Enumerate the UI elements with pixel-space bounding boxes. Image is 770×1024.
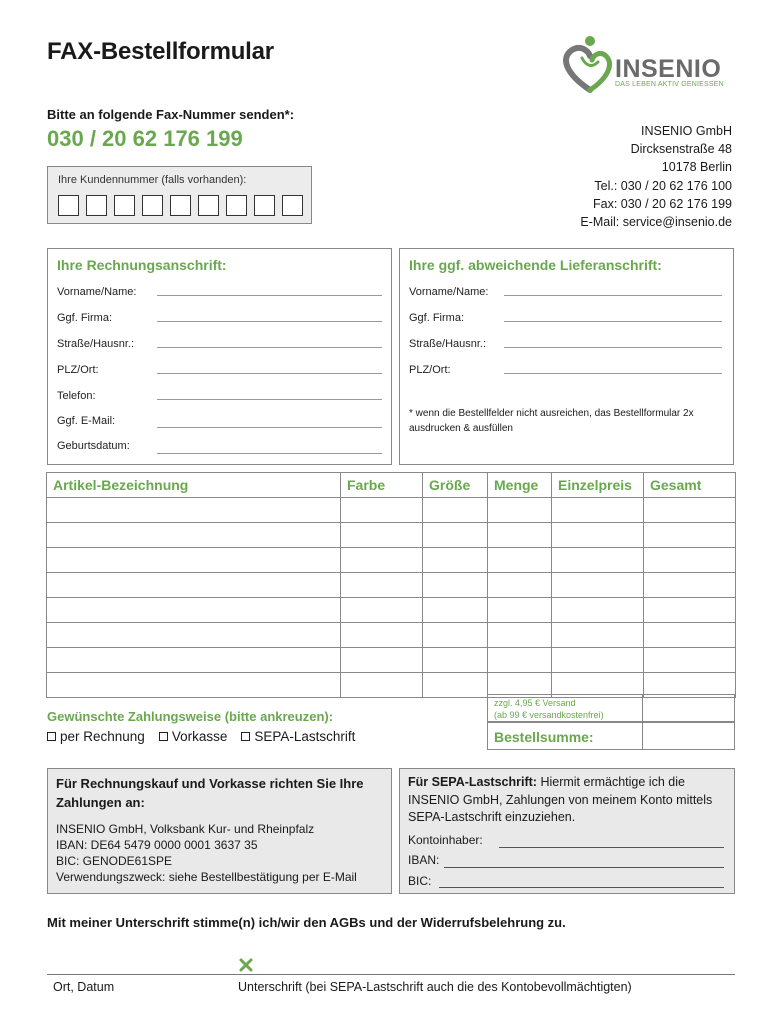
cell-quantity[interactable] — [488, 523, 552, 548]
company-street: Dircksenstraße 48 — [630, 142, 732, 157]
cell-color[interactable] — [341, 673, 423, 698]
sepa-field-iban: IBAN: — [408, 853, 440, 867]
checkbox-icon[interactable] — [241, 732, 250, 741]
payment-option-invoice[interactable] — [47, 729, 145, 744]
fax-label: Bitte an folgende Fax-Nummer senden*: — [47, 107, 295, 122]
billing-field-email: Ggf. E-Mail: — [57, 415, 116, 427]
company-city: 10178 Berlin — [661, 160, 732, 175]
billing-field-zip: PLZ/Ort: — [57, 364, 99, 376]
cell-size[interactable] — [423, 523, 488, 548]
payment-option-sepa[interactable] — [241, 729, 355, 744]
customer-number-digit-box[interactable] — [226, 195, 247, 216]
bank-iban: IBAN: DE64 5479 0000 0001 3637 35 — [56, 838, 258, 852]
customer-number-digit-box[interactable] — [86, 195, 107, 216]
cell-color[interactable] — [341, 648, 423, 673]
cell-quantity[interactable] — [488, 623, 552, 648]
place-date-label: Ort, Datum — [53, 980, 115, 994]
shipping-address-panel — [399, 248, 734, 465]
order-sum-divider[interactable] — [642, 723, 643, 749]
cell-article[interactable] — [47, 573, 341, 598]
cell-size[interactable] — [423, 548, 488, 573]
shipping-field-name: Vorname/Name: — [409, 286, 489, 298]
sepa-bic-input[interactable] — [439, 887, 724, 888]
billing-phone-input[interactable] — [157, 399, 382, 400]
cell-size[interactable] — [423, 623, 488, 648]
billing-field-birthdate: Geburtsdatum: — [57, 440, 130, 452]
sepa-field-holder: Kontoinhaber: — [408, 833, 483, 847]
x-mark-icon — [238, 957, 254, 973]
cell-color[interactable] — [341, 598, 423, 623]
shipping-cost-line-1: zzgl. 4,95 € Versand — [494, 698, 576, 708]
table-row — [47, 648, 736, 673]
cell-color[interactable] — [341, 548, 423, 573]
column-header-unit-price: Einzelpreis — [552, 473, 644, 498]
cell-total[interactable] — [644, 623, 736, 648]
cell-total[interactable] — [644, 648, 736, 673]
company-name: INSENIO GmbH — [641, 124, 732, 138]
cell-quantity[interactable] — [488, 573, 552, 598]
cell-article[interactable] — [47, 598, 341, 623]
payment-option-sepa-label: SEPA-Lastschrift — [254, 729, 356, 744]
sepa-panel — [399, 768, 735, 894]
order-sum-label: Bestellsumme: — [494, 729, 594, 745]
company-address — [580, 122, 732, 231]
cell-color[interactable] — [341, 498, 423, 523]
customer-number-digit-box[interactable] — [114, 195, 135, 216]
company-phone: Tel.: 030 / 20 62 176 100 — [594, 178, 732, 193]
cell-unit-price[interactable] — [552, 498, 644, 523]
shipping-cost-row — [487, 694, 735, 722]
shipping-company-input[interactable] — [504, 321, 722, 322]
column-header-color: Farbe — [341, 473, 423, 498]
customer-number-digit-box[interactable] — [58, 195, 79, 216]
customer-number-digit-box[interactable] — [142, 195, 163, 216]
billing-birthdate-input[interactable] — [157, 453, 382, 454]
table-row — [47, 573, 736, 598]
cell-quantity[interactable] — [488, 498, 552, 523]
checkbox-icon[interactable] — [159, 732, 168, 741]
shipping-zip-input[interactable] — [504, 373, 722, 374]
customer-number-digit-box[interactable] — [170, 195, 191, 216]
column-header-size: Größe — [423, 473, 488, 498]
sepa-description: Hiermit ermächtige ich die INSENIO GmbH, Zahlungen von meinem Konto mittels SEPA-Lastschrift einzuziehen. — [408, 775, 713, 824]
cell-article[interactable] — [47, 673, 341, 698]
cell-total[interactable] — [644, 548, 736, 573]
page-title: FAX-Bestellformular — [47, 38, 274, 65]
cell-total[interactable] — [644, 598, 736, 623]
table-row — [47, 548, 736, 573]
shipping-title: Ihre ggf. abweichende Lieferanschrift: — [409, 257, 662, 273]
cell-total[interactable] — [644, 573, 736, 598]
sepa-field-bic: BIC: — [408, 874, 432, 888]
signature-line[interactable] — [47, 974, 735, 975]
billing-field-name: Vorname/Name: — [57, 286, 137, 298]
cell-article[interactable] — [47, 623, 341, 648]
billing-field-company: Ggf. Firma: — [57, 312, 113, 324]
shipping-note: * wenn die Bestellfelder nicht ausreichen, das Bestellformular 2x ausdrucken & ausfüllen — [409, 408, 694, 434]
cell-size[interactable] — [423, 498, 488, 523]
sepa-mandate-text — [408, 774, 733, 827]
bank-reference: Verwendungszweck: siehe Bestellbestätigung per E-Mail — [56, 870, 357, 884]
shipping-field-zip: PLZ/Ort: — [409, 364, 451, 376]
cell-unit-price[interactable] — [552, 598, 644, 623]
company-email: E-Mail: service@insenio.de — [580, 215, 732, 230]
shipping-cost-label — [494, 697, 604, 721]
payment-option-prepayment-label: Vorkasse — [171, 729, 228, 744]
table-header-row — [47, 473, 736, 498]
cell-unit-price[interactable] — [552, 623, 644, 648]
customer-number-digit-box[interactable] — [198, 195, 219, 216]
customer-number-digit-box[interactable] — [254, 195, 275, 216]
cell-article[interactable] — [47, 548, 341, 573]
fax-number: 030 / 20 62 176 199 — [47, 126, 243, 151]
order-sum-row — [487, 722, 735, 750]
billing-address-panel — [47, 248, 392, 465]
bank-details-title: Für Rechnungskauf und Vorkasse richten Sie Ihre Zahlungen an: — [56, 776, 364, 810]
logo-head-icon — [585, 36, 595, 46]
sepa-title: Für SEPA-Lastschrift: — [408, 775, 537, 789]
shipping-name-input[interactable] — [504, 295, 722, 296]
billing-street-input[interactable] — [157, 347, 382, 348]
cell-quantity[interactable] — [488, 648, 552, 673]
company-fax: Fax: 030 / 20 62 176 199 — [593, 196, 732, 211]
payment-option-prepayment[interactable] — [159, 729, 228, 744]
bank-name: INSENIO GmbH, Volksbank Kur- und Rheinpfalz — [56, 822, 315, 836]
customer-number-label: Ihre Kundennummer (falls vorhanden): — [58, 174, 247, 186]
billing-name-input[interactable] — [157, 295, 382, 296]
payment-option-invoice-label: per Rechnung — [60, 729, 145, 744]
cell-color[interactable] — [341, 573, 423, 598]
sepa-holder-input[interactable] — [499, 847, 724, 848]
billing-zip-input[interactable] — [157, 373, 382, 374]
customer-number-digits — [58, 195, 303, 216]
billing-company-input[interactable] — [157, 321, 382, 322]
sepa-iban-input[interactable] — [444, 867, 724, 868]
consent-text: Mit meiner Unterschrift stimme(n) ich/wir den AGBs und der Widerrufsbelehrung zu. — [47, 915, 566, 930]
bank-bic: BIC: GENODE61SPE — [56, 854, 173, 868]
cell-color[interactable] — [341, 623, 423, 648]
cell-quantity[interactable] — [488, 598, 552, 623]
column-header-quantity: Menge — [488, 473, 552, 498]
cell-color[interactable] — [341, 523, 423, 548]
shipping-field-street: Straße/Hausnr.: — [409, 338, 487, 350]
bank-details-panel — [47, 768, 392, 894]
column-header-total: Gesamt — [644, 473, 736, 498]
billing-field-phone: Telefon: — [57, 390, 96, 402]
payment-method-title: Gewünschte Zahlungsweise (bitte ankreuzen): — [47, 709, 334, 724]
shipping-street-input[interactable] — [504, 347, 722, 348]
table-row — [47, 523, 736, 548]
cell-total[interactable] — [644, 498, 736, 523]
order-items-body — [47, 498, 736, 698]
payment-options — [47, 729, 355, 744]
shipping-cost-line-2: (ab 99 € versandkostenfrei) — [494, 710, 604, 720]
cell-unit-price[interactable] — [552, 548, 644, 573]
cell-size[interactable] — [423, 673, 488, 698]
cell-size[interactable] — [423, 598, 488, 623]
cell-unit-price[interactable] — [552, 648, 644, 673]
table-row — [47, 498, 736, 523]
table-row — [47, 598, 736, 623]
cell-total[interactable] — [644, 523, 736, 548]
column-header-article: Artikel-Bezeichnung — [47, 473, 341, 498]
cell-unit-price[interactable] — [552, 573, 644, 598]
cell-article[interactable] — [47, 523, 341, 548]
shipping-field-company: Ggf. Firma: — [409, 312, 465, 324]
billing-title: Ihre Rechnungsanschrift: — [57, 257, 227, 273]
cell-unit-price[interactable] — [552, 523, 644, 548]
logo-tagline: DAS LEBEN AKTIV GENIESSEN — [615, 81, 724, 88]
order-items-table — [46, 472, 736, 698]
billing-field-street: Straße/Hausnr.: — [57, 338, 135, 350]
signature-label: Unterschrift (bei SEPA-Lastschrift auch die des Kontobevollmächtigten) — [238, 980, 632, 994]
customer-number-box — [47, 166, 312, 224]
cell-article[interactable] — [47, 648, 341, 673]
logo-wordmark: INSENIO — [615, 55, 722, 83]
customer-number-digit-box[interactable] — [282, 195, 303, 216]
checkbox-icon[interactable] — [47, 732, 56, 741]
cell-article[interactable] — [47, 498, 341, 523]
cell-size[interactable] — [423, 648, 488, 673]
cell-size[interactable] — [423, 573, 488, 598]
table-row — [47, 623, 736, 648]
cell-quantity[interactable] — [488, 548, 552, 573]
shipping-cost-divider — [642, 695, 643, 721]
billing-email-input[interactable] — [157, 427, 382, 428]
